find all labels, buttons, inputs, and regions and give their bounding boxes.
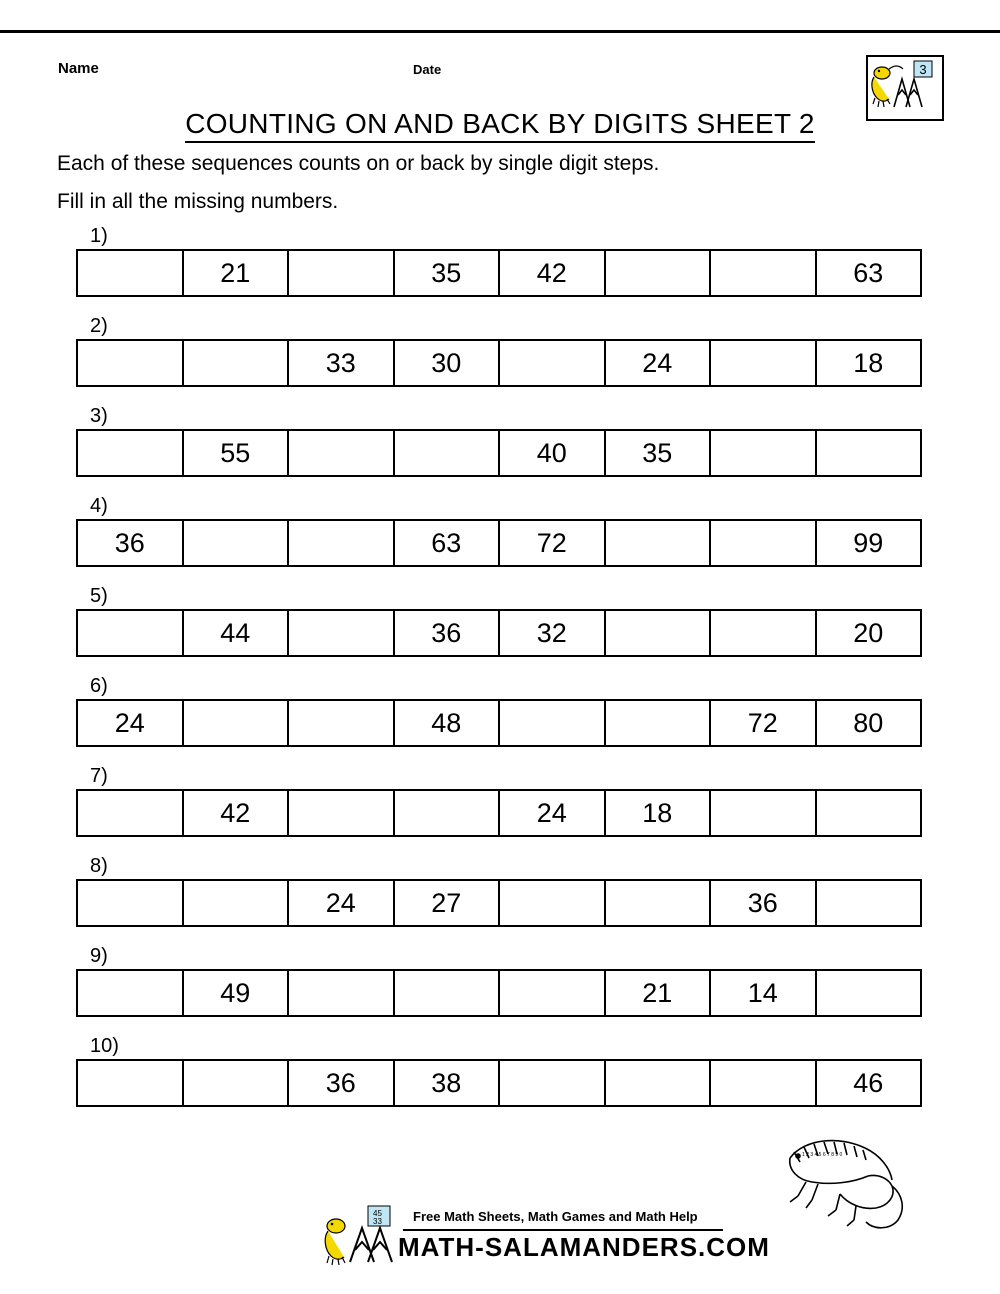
instruction-line-2: Fill in all the missing numbers. (57, 190, 339, 213)
sequence-cell[interactable]: 24 (606, 341, 712, 385)
sequence-row (76, 969, 922, 1017)
page-title-text: COUNTING ON AND BACK BY DIGITS SHEET 2 (185, 108, 815, 143)
sequence-cell[interactable] (289, 521, 395, 565)
lizard-icon (770, 1128, 910, 1238)
sequence-cell[interactable]: 48 (395, 701, 501, 745)
sequence-cell[interactable]: 21 (184, 251, 290, 295)
problem-10 (76, 1035, 924, 1107)
sequence-cell[interactable] (78, 971, 184, 1015)
problem-number: 5) (90, 585, 108, 607)
instruction-line-1: Each of these sequences counts on or back by single digit steps. (57, 152, 660, 175)
sequence-cell[interactable] (78, 1061, 184, 1105)
salamander-logo-icon (320, 1204, 410, 1266)
sequence-cell[interactable] (711, 611, 817, 655)
problem-number: 1) (90, 225, 108, 247)
sequence-cell[interactable] (289, 431, 395, 475)
salamander-logo-icon (868, 57, 938, 115)
sequence-cell[interactable]: 18 (853, 347, 884, 378)
sequence-cell[interactable] (711, 341, 817, 385)
sequence-cell[interactable] (289, 701, 395, 745)
sequence-cell[interactable] (711, 791, 817, 835)
sequence-cell[interactable] (78, 881, 184, 925)
sequence-cell[interactable]: 24 (78, 701, 184, 745)
sequence-cell[interactable]: 72 (500, 521, 606, 565)
sequence-cell[interactable]: 36 (289, 1061, 395, 1105)
sequence-cell[interactable] (184, 701, 290, 745)
grade-badge-text: 3 (919, 62, 927, 77)
sequence-cell[interactable]: 80 (853, 707, 884, 738)
sequence-cell[interactable]: 27 (395, 881, 501, 925)
svg-text:45: 45 (373, 1209, 382, 1218)
date-label: Date (413, 62, 442, 77)
sequence-cell[interactable] (500, 971, 606, 1015)
sequence-row (76, 429, 922, 477)
sequence-cell[interactable] (606, 1061, 712, 1105)
sequence-cell[interactable] (817, 971, 921, 1015)
problem-number: 2) (90, 315, 108, 337)
sequence-cell[interactable] (500, 881, 606, 925)
sequence-cell[interactable] (395, 791, 501, 835)
problem-7 (76, 765, 924, 837)
sequence-cell[interactable]: 20 (853, 617, 884, 648)
sequence-cell[interactable] (78, 341, 184, 385)
sequence-cell[interactable]: 14 (711, 971, 817, 1015)
problem-number: 7) (90, 765, 108, 787)
problem-5 (76, 585, 924, 657)
sequence-cell[interactable]: 30 (395, 341, 501, 385)
page-title (0, 108, 1000, 140)
sequence-row (76, 1059, 922, 1107)
footer-logo (320, 1204, 410, 1271)
sequence-cell[interactable] (711, 431, 817, 475)
sequence-cell[interactable]: 42 (184, 791, 290, 835)
sequence-cell[interactable] (500, 341, 606, 385)
problem-number: 9) (90, 945, 108, 967)
sequence-cell[interactable] (78, 251, 184, 295)
sequence-cell[interactable] (289, 611, 395, 655)
sequence-cell[interactable]: 36 (78, 521, 184, 565)
header-divider (0, 30, 1000, 33)
sequence-cell[interactable]: 33 (289, 341, 395, 385)
svg-text:33: 33 (373, 1217, 382, 1226)
sequence-cell[interactable] (289, 791, 395, 835)
sequence-cell[interactable] (711, 251, 817, 295)
sequence-cell[interactable] (184, 341, 290, 385)
sequence-cell[interactable]: 63 (853, 257, 884, 288)
sequence-cell[interactable] (395, 971, 501, 1015)
sequence-cell[interactable] (184, 521, 290, 565)
sequence-cell[interactable]: 42 (500, 251, 606, 295)
sequence-cell[interactable] (78, 431, 184, 475)
name-label: Name (58, 60, 99, 77)
lizard-illustration (770, 1128, 910, 1243)
sequence-cell[interactable]: 72 (711, 701, 817, 745)
problem-number: 3) (90, 405, 108, 427)
problem-number: 8) (90, 855, 108, 877)
sequence-cell[interactable] (606, 251, 712, 295)
sequence-cell[interactable]: 32 (500, 611, 606, 655)
sequence-cell[interactable] (606, 881, 712, 925)
footer-divider (403, 1229, 723, 1231)
sequence-row (76, 789, 922, 837)
sequence-cell[interactable]: 99 (853, 527, 884, 558)
sequence-cell[interactable]: 40 (500, 431, 606, 475)
problem-3 (76, 405, 924, 477)
sequence-cell[interactable]: 36 (711, 881, 817, 925)
problem-8 (76, 855, 924, 927)
sequence-row (76, 699, 922, 747)
footer-tagline: Free Math Sheets, Math Games and Math Help (413, 1209, 698, 1224)
sequence-cell[interactable] (78, 791, 184, 835)
sequence-row (76, 609, 922, 657)
sequence-cell[interactable] (711, 1061, 817, 1105)
sequence-cell[interactable]: 36 (395, 611, 501, 655)
sequence-cell[interactable] (606, 611, 712, 655)
sequence-cell[interactable] (184, 1061, 290, 1105)
sequence-cell[interactable] (289, 971, 395, 1015)
sequence-cell[interactable]: 35 (606, 431, 712, 475)
problem-2 (76, 315, 924, 387)
sequence-cell[interactable] (500, 701, 606, 745)
sequence-cell[interactable] (606, 521, 712, 565)
sequence-cell[interactable] (711, 521, 817, 565)
svg-text:1 2 3 4 5 6 7 8 9 0: 1 2 3 4 5 6 7 8 9 0 (802, 1152, 843, 1158)
sequence-cell[interactable]: 38 (395, 1061, 501, 1105)
sequence-cell[interactable]: 18 (606, 791, 712, 835)
sequence-cell[interactable] (184, 881, 290, 925)
sequence-row (76, 879, 922, 927)
sequence-cell[interactable] (78, 611, 184, 655)
sequence-cell[interactable]: 24 (500, 791, 606, 835)
sequence-cell[interactable] (606, 701, 712, 745)
sequence-cell[interactable]: 49 (184, 971, 290, 1015)
sequence-cell[interactable]: 21 (606, 971, 712, 1015)
sequence-row (76, 249, 922, 297)
sequence-row (76, 339, 922, 387)
sequence-cell[interactable] (500, 1061, 606, 1105)
sequence-cell[interactable]: 35 (395, 251, 501, 295)
problem-number: 4) (90, 495, 108, 517)
problem-number: 6) (90, 675, 108, 697)
problem-4 (76, 495, 924, 567)
sequence-cell[interactable] (289, 251, 395, 295)
sequence-row (76, 519, 922, 567)
problem-number: 10) (90, 1035, 119, 1057)
problem-9 (76, 945, 924, 1017)
sequence-cell[interactable]: 44 (184, 611, 290, 655)
sequence-cell[interactable]: 46 (853, 1067, 884, 1098)
sequence-cell[interactable] (817, 431, 921, 475)
footer-site-name: MATH-SALAMANDERS.COM (398, 1232, 770, 1262)
sequence-cell[interactable]: 24 (289, 881, 395, 925)
sequence-cell[interactable] (817, 791, 921, 835)
sequence-cell[interactable]: 63 (395, 521, 501, 565)
sequence-cell[interactable]: 55 (184, 431, 290, 475)
problem-1 (76, 225, 924, 297)
problem-6 (76, 675, 924, 747)
sequence-cell[interactable] (817, 881, 921, 925)
sequence-cell[interactable] (395, 431, 501, 475)
